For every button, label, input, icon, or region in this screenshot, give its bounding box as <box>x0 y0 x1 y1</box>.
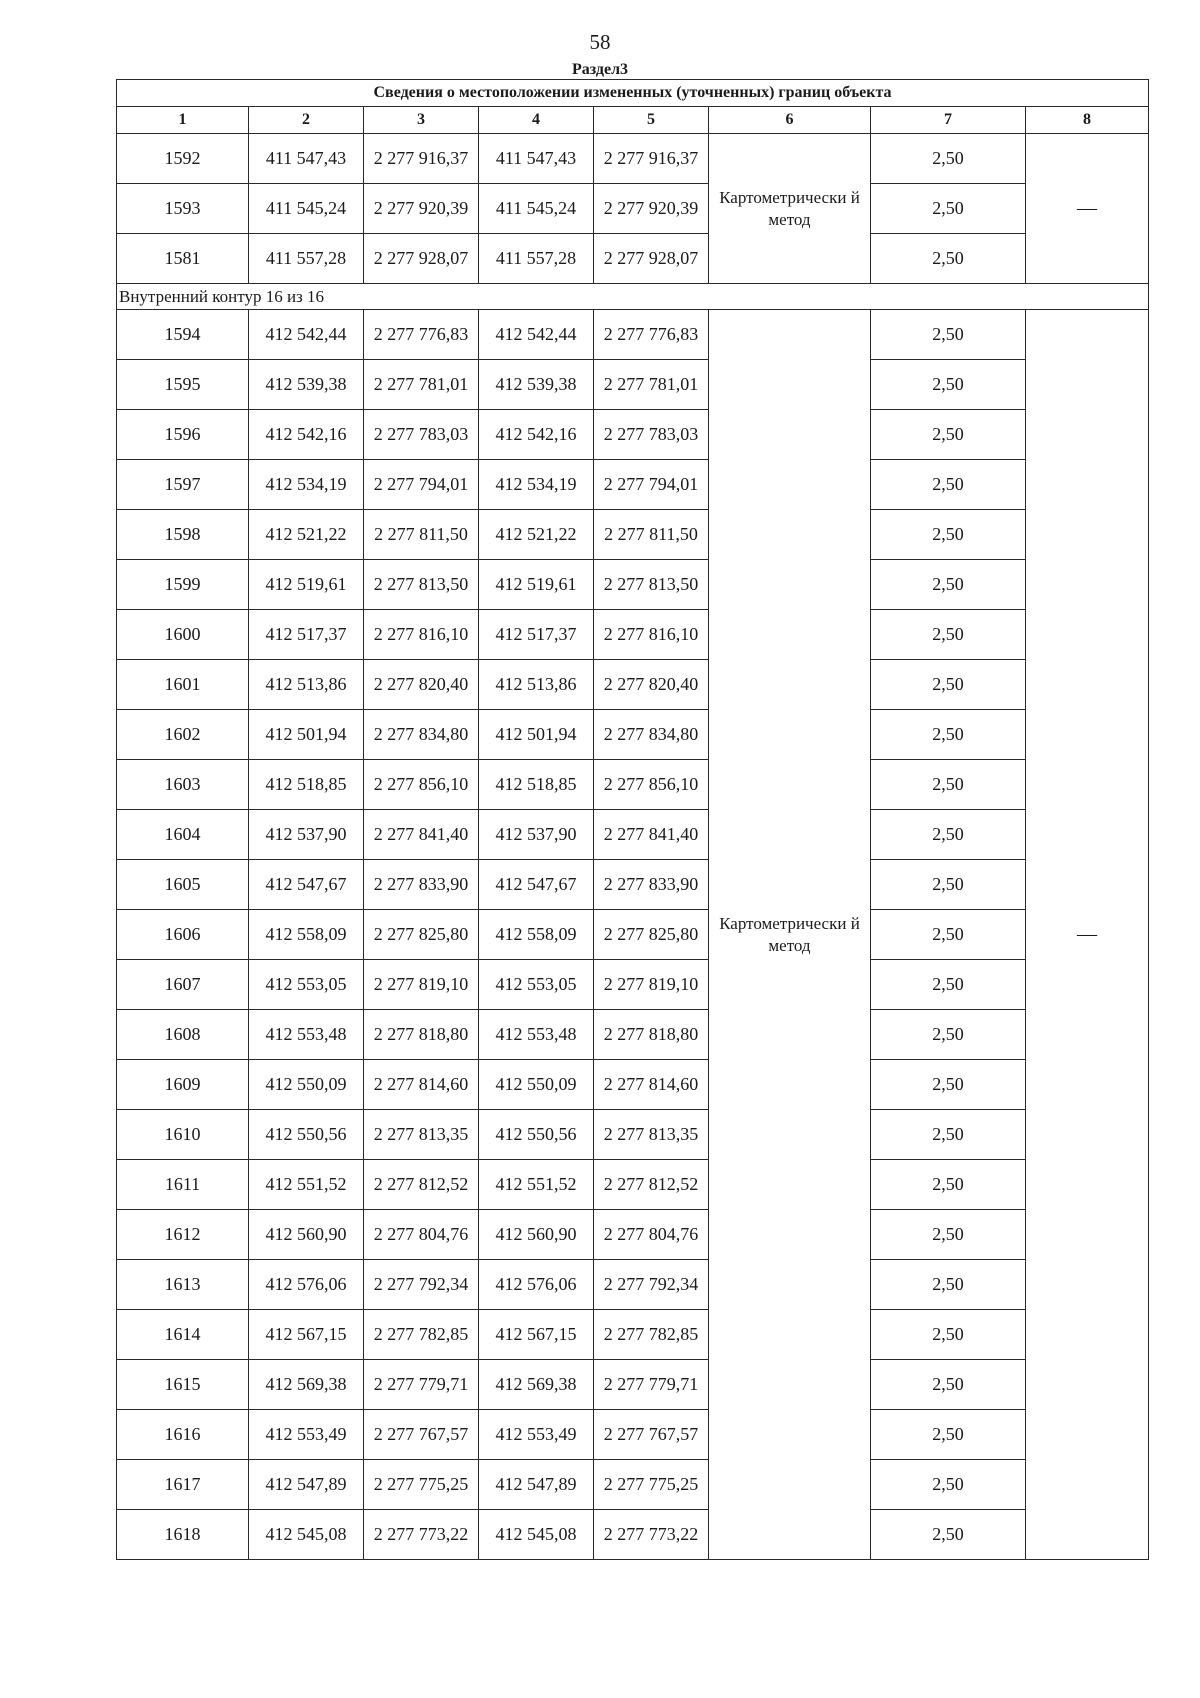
x-refined-cell: 411 547,43 <box>479 134 594 184</box>
accuracy-cell: 2,50 <box>871 560 1026 610</box>
accuracy-cell: 2,50 <box>871 184 1026 234</box>
y-existing-cell: 2 277 792,34 <box>364 1260 479 1310</box>
table-row <box>117 1010 1149 1060</box>
table-caption: Сведения о местоположении измененных (уточненных) границ объекта <box>117 80 1149 107</box>
accuracy-cell: 2,50 <box>871 660 1026 710</box>
x-existing-cell: 412 547,89 <box>249 1460 364 1510</box>
column-header: 2 <box>249 107 364 134</box>
y-existing-cell: 2 277 781,01 <box>364 360 479 410</box>
y-existing-cell: 2 277 916,37 <box>364 134 479 184</box>
y-refined-cell: 2 277 812,52 <box>594 1160 709 1210</box>
accuracy-cell: 2,50 <box>871 410 1026 460</box>
table-row <box>117 1410 1149 1460</box>
y-existing-cell: 2 277 820,40 <box>364 660 479 710</box>
x-existing-cell: 412 518,85 <box>249 760 364 810</box>
y-existing-cell: 2 277 812,52 <box>364 1160 479 1210</box>
y-existing-cell: 2 277 928,07 <box>364 234 479 284</box>
y-existing-cell: 2 277 834,80 <box>364 710 479 760</box>
point-number-cell: 1606 <box>117 910 249 960</box>
contour-label: Внутренний контур 16 из 16 <box>117 284 1149 310</box>
x-refined-cell: 412 519,61 <box>479 560 594 610</box>
accuracy-cell: 2,50 <box>871 860 1026 910</box>
table-row <box>117 1360 1149 1410</box>
accuracy-cell: 2,50 <box>871 910 1026 960</box>
x-existing-cell: 412 553,48 <box>249 1010 364 1060</box>
accuracy-cell: 2,50 <box>871 310 1026 360</box>
point-number-cell: 1600 <box>117 610 249 660</box>
table-row <box>117 1160 1149 1210</box>
method-cell: Картометрически й метод <box>709 310 871 1560</box>
x-existing-cell: 412 550,09 <box>249 1060 364 1110</box>
point-number-cell: 1611 <box>117 1160 249 1210</box>
y-refined-cell: 2 277 813,35 <box>594 1110 709 1160</box>
y-refined-cell: 2 277 834,80 <box>594 710 709 760</box>
x-existing-cell: 412 567,15 <box>249 1310 364 1360</box>
accuracy-cell: 2,50 <box>871 1010 1026 1060</box>
table-row <box>117 310 1149 360</box>
y-existing-cell: 2 277 779,71 <box>364 1360 479 1410</box>
y-existing-cell: 2 277 775,25 <box>364 1460 479 1510</box>
contour-row <box>117 284 1149 310</box>
y-refined-cell: 2 277 819,10 <box>594 960 709 1010</box>
point-number-cell: 1599 <box>117 560 249 610</box>
x-existing-cell: 412 517,37 <box>249 610 364 660</box>
y-refined-cell: 2 277 779,71 <box>594 1360 709 1410</box>
y-existing-cell: 2 277 767,57 <box>364 1410 479 1460</box>
point-number-cell: 1594 <box>117 310 249 360</box>
table-body <box>117 134 1149 1560</box>
y-refined-cell: 2 277 775,25 <box>594 1460 709 1510</box>
accuracy-cell: 2,50 <box>871 510 1026 560</box>
point-number-cell: 1617 <box>117 1460 249 1510</box>
point-number-cell: 1597 <box>117 460 249 510</box>
page-number: 58 <box>589 30 611 54</box>
x-existing-cell: 412 537,90 <box>249 810 364 860</box>
table-row <box>117 1510 1149 1560</box>
note-cell: — <box>1026 310 1149 1560</box>
y-refined-cell: 2 277 920,39 <box>594 184 709 234</box>
point-number-cell: 1601 <box>117 660 249 710</box>
table-row <box>117 134 1149 184</box>
y-refined-cell: 2 277 792,34 <box>594 1260 709 1310</box>
method-cell: Картометрически й метод <box>709 134 871 284</box>
point-number-cell: 1612 <box>117 1210 249 1260</box>
x-refined-cell: 412 521,22 <box>479 510 594 560</box>
table-row <box>117 410 1149 460</box>
y-existing-cell: 2 277 773,22 <box>364 1510 479 1560</box>
x-existing-cell: 411 557,28 <box>249 234 364 284</box>
table-row <box>117 710 1149 760</box>
table-row <box>117 560 1149 610</box>
column-header: 1 <box>117 107 249 134</box>
point-number-cell: 1615 <box>117 1360 249 1410</box>
y-refined-cell: 2 277 773,22 <box>594 1510 709 1560</box>
accuracy-cell: 2,50 <box>871 1160 1026 1210</box>
column-header: 7 <box>871 107 1026 134</box>
column-header: 5 <box>594 107 709 134</box>
table-row <box>117 1060 1149 1110</box>
table-row <box>117 810 1149 860</box>
point-number-cell: 1613 <box>117 1260 249 1310</box>
y-existing-cell: 2 277 776,83 <box>364 310 479 360</box>
table-row <box>117 1110 1149 1160</box>
x-existing-cell: 412 576,06 <box>249 1260 364 1310</box>
point-number-cell: 1609 <box>117 1060 249 1110</box>
x-refined-cell: 412 547,89 <box>479 1460 594 1510</box>
y-refined-cell: 2 277 781,01 <box>594 360 709 410</box>
table-row <box>117 1460 1149 1510</box>
y-refined-cell: 2 277 818,80 <box>594 1010 709 1060</box>
accuracy-cell: 2,50 <box>871 460 1026 510</box>
x-existing-cell: 412 539,38 <box>249 360 364 410</box>
table-row <box>117 360 1149 410</box>
x-existing-cell: 412 569,38 <box>249 1360 364 1410</box>
point-number-cell: 1608 <box>117 1010 249 1060</box>
x-existing-cell: 412 545,08 <box>249 1510 364 1560</box>
table-row <box>117 184 1149 234</box>
table-row <box>117 1310 1149 1360</box>
x-existing-cell: 412 553,05 <box>249 960 364 1010</box>
x-existing-cell: 412 542,16 <box>249 410 364 460</box>
table-row <box>117 460 1149 510</box>
column-header: 4 <box>479 107 594 134</box>
x-refined-cell: 412 553,05 <box>479 960 594 1010</box>
x-refined-cell: 411 557,28 <box>479 234 594 284</box>
point-number-cell: 1614 <box>117 1310 249 1360</box>
x-existing-cell: 412 519,61 <box>249 560 364 610</box>
column-headers <box>117 107 1149 134</box>
table-row <box>117 1260 1149 1310</box>
x-refined-cell: 412 539,38 <box>479 360 594 410</box>
x-refined-cell: 412 542,16 <box>479 410 594 460</box>
y-refined-cell: 2 277 783,03 <box>594 410 709 460</box>
table-row <box>117 234 1149 284</box>
accuracy-cell: 2,50 <box>871 1210 1026 1260</box>
point-number-cell: 1602 <box>117 710 249 760</box>
y-existing-cell: 2 277 841,40 <box>364 810 479 860</box>
point-number-cell: 1598 <box>117 510 249 560</box>
x-existing-cell: 412 521,22 <box>249 510 364 560</box>
accuracy-cell: 2,50 <box>871 1110 1026 1160</box>
point-number-cell: 1616 <box>117 1410 249 1460</box>
y-existing-cell: 2 277 818,80 <box>364 1010 479 1060</box>
y-refined-cell: 2 277 804,76 <box>594 1210 709 1260</box>
accuracy-cell: 2,50 <box>871 134 1026 184</box>
y-existing-cell: 2 277 782,85 <box>364 1310 479 1360</box>
accuracy-cell: 2,50 <box>871 360 1026 410</box>
point-number-cell: 1607 <box>117 960 249 1010</box>
accuracy-cell: 2,50 <box>871 810 1026 860</box>
note-cell: — <box>1026 134 1149 284</box>
x-refined-cell: 412 517,37 <box>479 610 594 660</box>
x-existing-cell: 411 545,24 <box>249 184 364 234</box>
accuracy-cell: 2,50 <box>871 1510 1026 1560</box>
y-existing-cell: 2 277 833,90 <box>364 860 479 910</box>
point-number-cell: 1596 <box>117 410 249 460</box>
column-header: 8 <box>1026 107 1149 134</box>
x-existing-cell: 412 534,19 <box>249 460 364 510</box>
y-existing-cell: 2 277 825,80 <box>364 910 479 960</box>
x-refined-cell: 412 553,49 <box>479 1410 594 1460</box>
x-refined-cell: 412 545,08 <box>479 1510 594 1560</box>
table-row <box>117 860 1149 910</box>
accuracy-cell: 2,50 <box>871 760 1026 810</box>
accuracy-cell: 2,50 <box>871 710 1026 760</box>
x-refined-cell: 412 553,48 <box>479 1010 594 1060</box>
y-refined-cell: 2 277 816,10 <box>594 610 709 660</box>
y-existing-cell: 2 277 783,03 <box>364 410 479 460</box>
x-refined-cell: 412 550,09 <box>479 1060 594 1110</box>
y-existing-cell: 2 277 804,76 <box>364 1210 479 1260</box>
y-refined-cell: 2 277 820,40 <box>594 660 709 710</box>
table-row <box>117 1210 1149 1260</box>
x-refined-cell: 412 551,52 <box>479 1160 594 1210</box>
x-existing-cell: 412 513,86 <box>249 660 364 710</box>
x-refined-cell: 411 545,24 <box>479 184 594 234</box>
y-refined-cell: 2 277 811,50 <box>594 510 709 560</box>
x-existing-cell: 411 547,43 <box>249 134 364 184</box>
x-refined-cell: 412 534,19 <box>479 460 594 510</box>
accuracy-cell: 2,50 <box>871 1360 1026 1410</box>
y-refined-cell: 2 277 813,50 <box>594 560 709 610</box>
accuracy-cell: 2,50 <box>871 1260 1026 1310</box>
y-refined-cell: 2 277 841,40 <box>594 810 709 860</box>
y-refined-cell: 2 277 916,37 <box>594 134 709 184</box>
point-number-cell: 1610 <box>117 1110 249 1160</box>
section-title: Раздел3 <box>571 61 629 78</box>
x-existing-cell: 412 501,94 <box>249 710 364 760</box>
x-refined-cell: 412 547,67 <box>479 860 594 910</box>
accuracy-cell: 2,50 <box>871 1410 1026 1460</box>
y-refined-cell: 2 277 814,60 <box>594 1060 709 1110</box>
x-existing-cell: 412 542,44 <box>249 310 364 360</box>
y-refined-cell: 2 277 825,80 <box>594 910 709 960</box>
x-existing-cell: 412 558,09 <box>249 910 364 960</box>
point-number-cell: 1604 <box>117 810 249 860</box>
table-row <box>117 910 1149 960</box>
y-existing-cell: 2 277 813,35 <box>364 1110 479 1160</box>
table-row <box>117 610 1149 660</box>
x-refined-cell: 412 550,56 <box>479 1110 594 1160</box>
y-refined-cell: 2 277 833,90 <box>594 860 709 910</box>
y-existing-cell: 2 277 856,10 <box>364 760 479 810</box>
x-existing-cell: 412 553,49 <box>249 1410 364 1460</box>
y-existing-cell: 2 277 816,10 <box>364 610 479 660</box>
y-existing-cell: 2 277 920,39 <box>364 184 479 234</box>
y-refined-cell: 2 277 767,57 <box>594 1410 709 1460</box>
x-existing-cell: 412 550,56 <box>249 1110 364 1160</box>
accuracy-cell: 2,50 <box>871 1460 1026 1510</box>
column-header: 3 <box>364 107 479 134</box>
x-refined-cell: 412 560,90 <box>479 1210 594 1260</box>
x-refined-cell: 412 537,90 <box>479 810 594 860</box>
y-refined-cell: 2 277 928,07 <box>594 234 709 284</box>
accuracy-cell: 2,50 <box>871 1310 1026 1360</box>
x-refined-cell: 412 513,86 <box>479 660 594 710</box>
x-refined-cell: 412 567,15 <box>479 1310 594 1360</box>
y-refined-cell: 2 277 776,83 <box>594 310 709 360</box>
point-number-cell: 1581 <box>117 234 249 284</box>
y-existing-cell: 2 277 814,60 <box>364 1060 479 1110</box>
y-refined-cell: 2 277 782,85 <box>594 1310 709 1360</box>
point-number-cell: 1593 <box>117 184 249 234</box>
table-row <box>117 660 1149 710</box>
x-refined-cell: 412 518,85 <box>479 760 594 810</box>
x-existing-cell: 412 547,67 <box>249 860 364 910</box>
accuracy-cell: 2,50 <box>871 960 1026 1010</box>
x-refined-cell: 412 542,44 <box>479 310 594 360</box>
table-row <box>117 510 1149 560</box>
x-refined-cell: 412 501,94 <box>479 710 594 760</box>
x-existing-cell: 412 560,90 <box>249 1210 364 1260</box>
x-existing-cell: 412 551,52 <box>249 1160 364 1210</box>
coordinates-table <box>116 79 1149 1560</box>
point-number-cell: 1618 <box>117 1510 249 1560</box>
table-row <box>117 760 1149 810</box>
y-refined-cell: 2 277 856,10 <box>594 760 709 810</box>
x-refined-cell: 412 558,09 <box>479 910 594 960</box>
column-header: 6 <box>709 107 871 134</box>
table-row <box>117 960 1149 1010</box>
accuracy-cell: 2,50 <box>871 1060 1026 1110</box>
y-existing-cell: 2 277 813,50 <box>364 560 479 610</box>
x-refined-cell: 412 569,38 <box>479 1360 594 1410</box>
point-number-cell: 1592 <box>117 134 249 184</box>
point-number-cell: 1605 <box>117 860 249 910</box>
y-existing-cell: 2 277 794,01 <box>364 460 479 510</box>
accuracy-cell: 2,50 <box>871 610 1026 660</box>
y-existing-cell: 2 277 819,10 <box>364 960 479 1010</box>
point-number-cell: 1595 <box>117 360 249 410</box>
y-existing-cell: 2 277 811,50 <box>364 510 479 560</box>
point-number-cell: 1603 <box>117 760 249 810</box>
x-refined-cell: 412 576,06 <box>479 1260 594 1310</box>
accuracy-cell: 2,50 <box>871 234 1026 284</box>
y-refined-cell: 2 277 794,01 <box>594 460 709 510</box>
